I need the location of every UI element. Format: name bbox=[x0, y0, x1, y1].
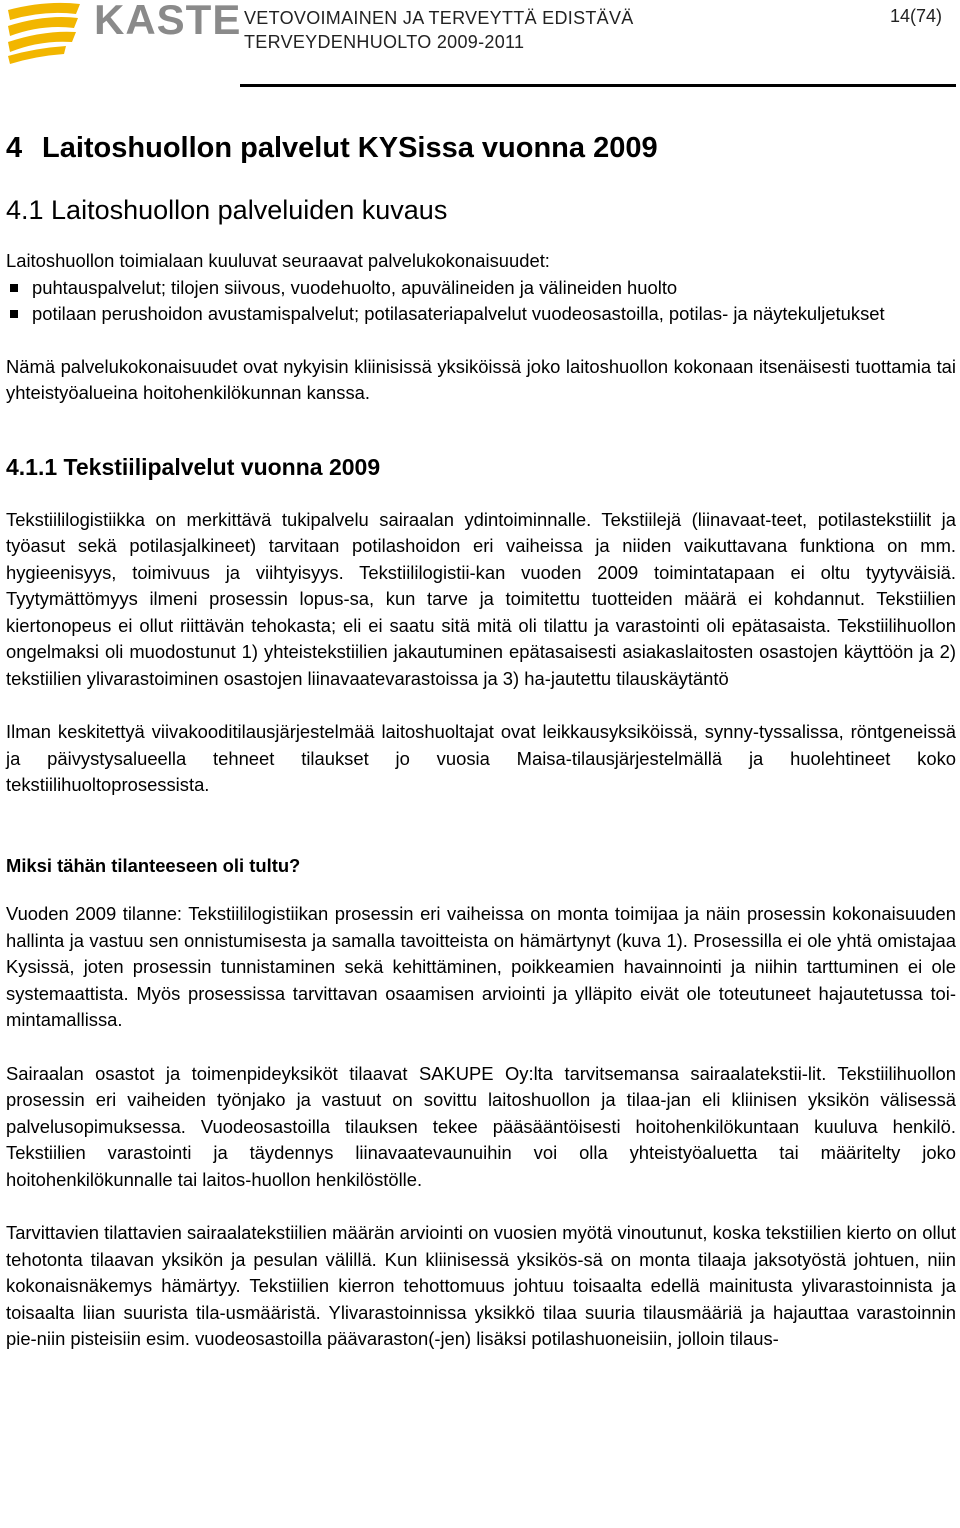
chapter-title: Laitoshuollon palvelut KYSissa vuonna 2009 bbox=[42, 132, 658, 164]
header-title-line2: TERVEYDENHUOLTO 2009-2011 bbox=[244, 32, 525, 52]
logo-text: KASTE bbox=[94, 0, 242, 43]
paragraph: Sairaalan osastot ja toimenpideyksiköt tilaavat SAKUPE Oy:lta tarvitsemansa sairaalatekstii-lit. Tekstiilihuollon prosessin eri vaiheiden työnjako ja vastuut on sovittu laitoshuollon ja tilaa-jan eli kliinisen yksikön välisessä palvelusopimuksessa. Vuodeosastoilla tilauksen tekee pääsääntöisesti hoitohenkilökuntaan kuuluva henkilö. Tekstiilien varastointi ja täydennys liinavaatevaunuihin voi olla yhteistyöaluetta tai määritelty joko hoitohenkilökunnalle tai laitos-huollon henkilöstölle. bbox=[6, 1062, 956, 1190]
header-title-line1: VETOVOIMAINEN JA TERVEYTTÄ EDISTÄVÄ bbox=[244, 8, 634, 28]
chapter-number: 4 bbox=[6, 132, 23, 164]
header-divider bbox=[240, 84, 956, 87]
paragraph: Nämä palvelukokonaisuudet ovat nykyisin kliinisissä yksiköissä joko laitoshuollon kokonaan itsenäisesti tuottamia tai yhteistyöalueina hoitohenkilökunnan kanssa. bbox=[6, 355, 956, 403]
paragraph: Tekstiililogistiikka on merkittävä tukipalvelu sairaalan ydintoiminnalle. Tekstiilejä (liinavaat-teet, potilastekstiilit ja työasut sekä potilasjalkineet) tarvitaan potilashoidon eri vaiheissa ja niiden vaikuttavana funktiona on mm. hygieenisyys, toimivuus ja viihtyisyys. Tekstiililogistii-kan vuoden 2009 toimintatapaan ei oltu tyytyväisiä. Tyytymättömyys ilmeni prosessin lopus-sa, kun tarve ja toimitettu tuotteiden määrä ei kohdannut. Tekstiilien kiertonopeus ei ollut riittävän tehokasta; eli ei saatu sitä mitä oli tilattu ja varastointi oli epätasaista. Tekstiilihuollon ongelmaksi oli muodostunut 1) yhteistekstiilien jakautuminen epätasaisesti asiakaslaitosten osastojen käyttöön ja 2) tekstiilien ylivarastoiminen osastojen liinavaatevarastoissa ja 3) ha-jautettu tilauskäytäntö bbox=[6, 508, 956, 689]
kaste-logo-mark-icon bbox=[6, 0, 96, 64]
paragraph: Ilman keskitettyä viivakooditilausjärjestelmää laitoshuoltajat ovat leikkausyksiköissä, synny-tyssalissa, röntgeneissä ja päivystysalueella tehneet tilaukset jo vuosia Maisa-tilausjärjestelmällä ja huolehtineet koko tekstiilihuoltoprosessista. bbox=[6, 721, 956, 795]
section-heading: 4.1 Laitoshuollon palveluiden kuvaus bbox=[6, 195, 448, 225]
page-header bbox=[0, 0, 960, 90]
paragraph: Tarvittavien tilattavien sairaalatekstiilien määrän arviointi on vuosien myötä vinoutunut, koska tekstiilien kierto on ollut tehotonta tilaavan yksikön ja pesulan välillä. Kun kliinisessä yksikös-sä on monta tilaaja jaksotyöstä johtuen, niin kokonaisnäkemys hämärtyy. Tekstiilien kierron tehottomuus johtuu toisaalta edellä mainitusta ylivarastoinnista ja toisaalta liian suurista tila-usmääristä. Ylivarastoinnissa yksikkö tilaa suuria tilausmääriä ja hajauttaa varastoinnin pie-niin pisteisiin esim. vuodeosastoilla päävaraston(-jen) lisäksi potilashuoneisiin, jolloin tilaus- bbox=[6, 1222, 956, 1349]
list-item: potilaan perushoidon avustamispalvelut; potilasateriapalvelut vuodeosastoilla, potilas- ja näytekuljetukset bbox=[6, 301, 956, 328]
question-heading: Miksi tähän tilanteeseen oli tultu? bbox=[6, 854, 301, 876]
paragraph: Vuoden 2009 tilanne: Tekstiililogistiikan prosessin eri vaiheissa on monta toimijaa ja näin prosessin kokonaisuuden hallinta ja vastuu sen onnistumisesta ja samalla tavoitteista on hämärtynyt (kuva 1). Prosessilla ei ole yhtä omistajaa Kysissä, joten prosessin tunnistaminen sekä kehittäminen, poikkeamien havainnointi ja niihin tarttuminen ei ole systemaattista. Myös prosessissa tarvittavan osaamisen arviointi ja ylläpito eivät ole toteutuneet hajautetussa toi-mintamallissa. bbox=[6, 903, 956, 1030]
header-title bbox=[244, 6, 634, 54]
chapter-heading bbox=[6, 128, 956, 168]
service-list bbox=[6, 275, 956, 328]
subsection-heading: 4.1.1 Tekstiilipalvelut vuonna 2009 bbox=[6, 453, 381, 480]
list-item: puhtauspalvelut; tilojen siivous, vuodehuolto, apuvälineiden ja välineiden huolto bbox=[6, 275, 956, 302]
intro-paragraph: Laitoshuollon toimialaan kuuluvat seuraavat palvelukokonaisuudet: bbox=[6, 250, 550, 271]
document-body bbox=[6, 128, 956, 1353]
kaste-logo bbox=[6, 0, 242, 64]
page-number: 14(74) bbox=[889, 6, 942, 26]
